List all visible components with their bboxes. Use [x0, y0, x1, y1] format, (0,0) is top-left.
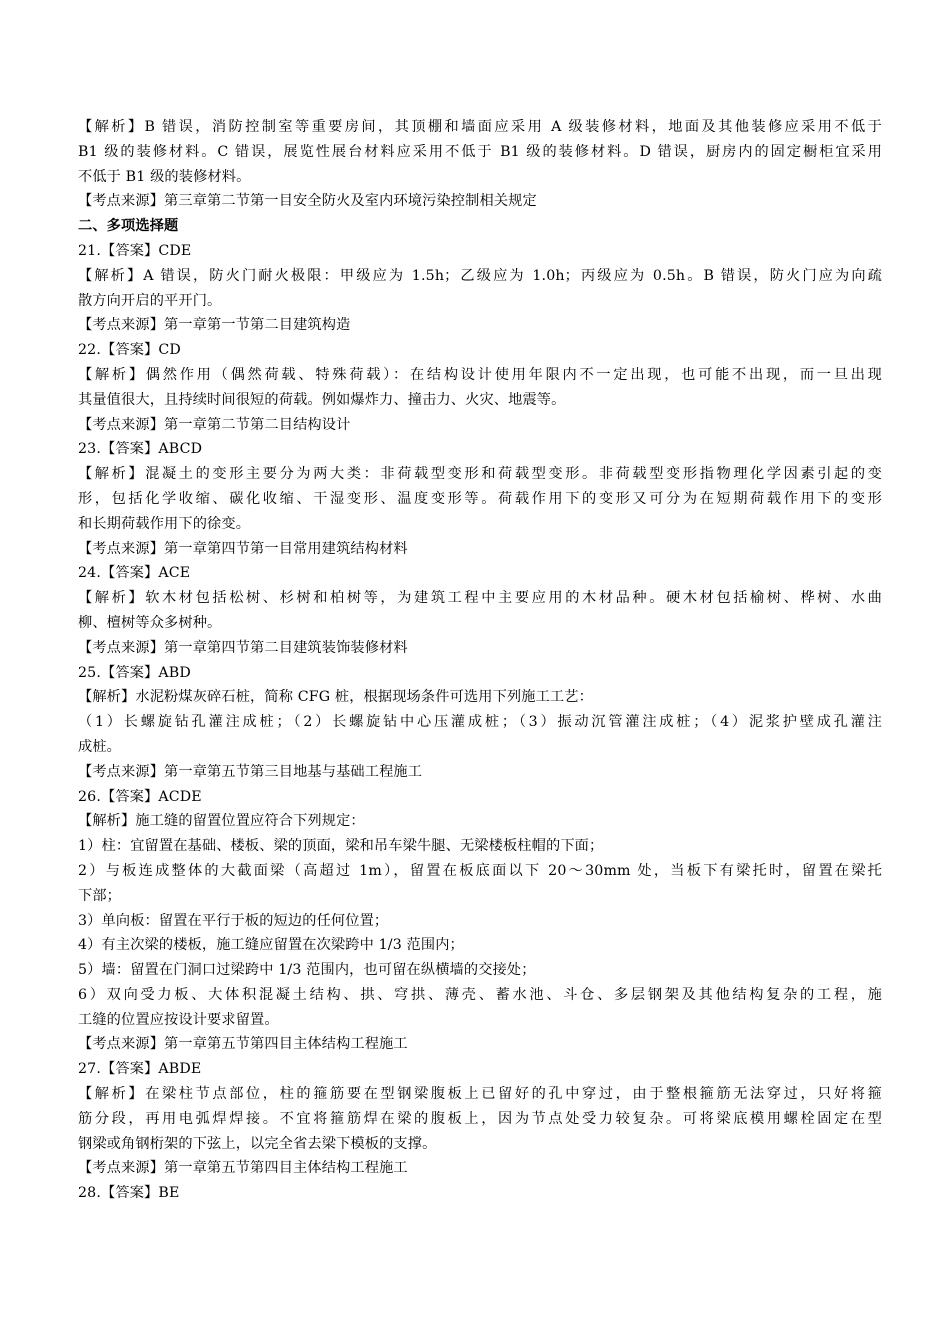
- text-line: 和长期荷载作用下的徐变。: [78, 515, 251, 532]
- text-line: 工缝的位置应按设计要求留置。: [78, 1011, 279, 1028]
- text-line: 【解析】A 错误，防火门耐火极限：甲级应为 1.5h；乙级应为 1.0h；丙级应为 0.5h。B 错误，防火门应为向疏: [78, 267, 882, 284]
- text-line: 21.【答案】CDE: [78, 242, 192, 259]
- text-line: 【解析】混凝土的变形主要分为两大类：非荷载型变形和荷载型变形。非荷载型变形指物理化学因素引起的变: [78, 466, 882, 483]
- text-line: 23.【答案】ABCD: [78, 441, 203, 458]
- section-heading: 二、多项选择题: [78, 218, 179, 235]
- text-line: 22.【答案】CD: [78, 342, 181, 359]
- text-line: 不低于 B1 级的装修材料。: [78, 168, 251, 185]
- text-line: 27.【答案】ABDE: [78, 1061, 202, 1078]
- text-line: 【解析】偶然作用（偶然荷载、特殊荷载）：在结构设计使用年限内不一定出现，也可能不出现，而一旦出现: [78, 366, 882, 383]
- text-line: 3）单向板：留置在平行于板的短边的任何位置；: [78, 912, 389, 929]
- text-line: 形，包括化学收缩、碳化收缩、干湿变形、温度变形等。荷载作用下的变形又可分为在短期荷载作用下的变形: [78, 490, 882, 507]
- text-line: 24.【答案】ACE: [78, 565, 191, 582]
- text-line: 【考点来源】第一章第五节第四目主体结构工程施工: [78, 1036, 408, 1053]
- text-line: 散方向开启的平开门。: [78, 292, 222, 309]
- text-line: 【考点来源】第一章第一节第二目建筑构造: [78, 317, 351, 334]
- text-line: 26.【答案】ACDE: [78, 788, 202, 805]
- text-line: 4）有主次梁的楼板，施工缝应留置在次梁跨中 1/3 范围内；: [78, 937, 464, 954]
- text-line: 筋分段，再用电弧焊焊接。不宜将箍筋焊在梁的腹板上，因为节点处受力较复杂。可将梁底模用螺栓固定在型: [78, 1110, 882, 1127]
- text-line: 成桩。: [78, 738, 122, 755]
- text-line: 28.【答案】BE: [78, 1185, 180, 1202]
- text-line: 【解析】施工缝的留置位置应符合下列规定：: [78, 813, 365, 830]
- text-line: 下部；: [78, 887, 122, 904]
- text-line: 钢梁或角钢桁架的下弦上，以完全省去梁下模板的支撑。: [78, 1135, 437, 1152]
- text-line: 【考点来源】第一章第五节第四目主体结构工程施工: [78, 1160, 408, 1177]
- text-line: 【解析】在梁柱节点部位，柱的箍筋要在型钢梁腹板上已留好的孔中穿过，由于整根箍筋无法穿过，只好将箍: [78, 1086, 882, 1103]
- text-line: 【考点来源】第一章第五节第三目地基与基础工程施工: [78, 763, 423, 780]
- text-line: （1）长螺旋钻孔灌注成桩；（2）长螺旋钻中心压灌成桩；（3）振动沉管灌注成桩；（4）泥浆护壁成孔灌注: [78, 714, 882, 731]
- text-line: 2）与板连成整体的大截面梁（高超过 1m），留置在板底面以下 20～30mm 处，当板下有梁托时，留置在梁托: [78, 862, 882, 879]
- text-line: 【解析】软木材包括松树、杉树和柏树等，为建筑工程中主要应用的木材品种。硬木材包括榆树、桦树、水曲: [78, 590, 882, 607]
- text-line: 6）双向受力板、大体积混凝土结构、拱、穹拱、薄壳、蓄水池、斗仓、多层钢架及其他结构复杂的工程，施: [78, 986, 882, 1003]
- text-line: 【解析】B 错误，消防控制室等重要房间，其顶棚和墙面应采用 A 级装修材料，地面及其他装修应采用不低于: [78, 119, 882, 135]
- text-line: 【考点来源】第一章第四节第二目建筑装饰装修材料: [78, 639, 408, 656]
- text-line: 5）墙：留置在门洞口过梁跨中 1/3 范围内，也可留在纵横墙的交接处；: [78, 962, 536, 979]
- text-line: 1）柱：宜留置在基础、楼板、梁的顶面，梁和吊车梁牛腿、无梁楼板柱帽的下面；: [78, 838, 604, 855]
- text-line: 【考点来源】第三章第二节第一目安全防火及室内环境污染控制相关规定: [78, 193, 537, 210]
- text-line: 【考点来源】第一章第二节第二目结构设计: [78, 416, 351, 433]
- text-line: 柳、檀树等众多树种。: [78, 614, 222, 631]
- text-line: 【考点来源】第一章第四节第一目常用建筑结构材料: [78, 540, 408, 557]
- text-line: 25.【答案】ABD: [78, 664, 191, 681]
- text-line: 其量值很大，且持续时间很短的荷载。例如爆炸力、撞击力、火灾、地震等。: [78, 391, 566, 408]
- text-line: B1 级的装修材料。C 错误，展览性展台材料应采用不低于 B1 级的装修材料。D 错误，厨房内的固定橱柜宜采用: [78, 143, 882, 160]
- text-line: 【解析】水泥粉煤灰碎石桩，简称 CFG 桩，根据现场条件可选用下列施工工艺：: [78, 689, 593, 706]
